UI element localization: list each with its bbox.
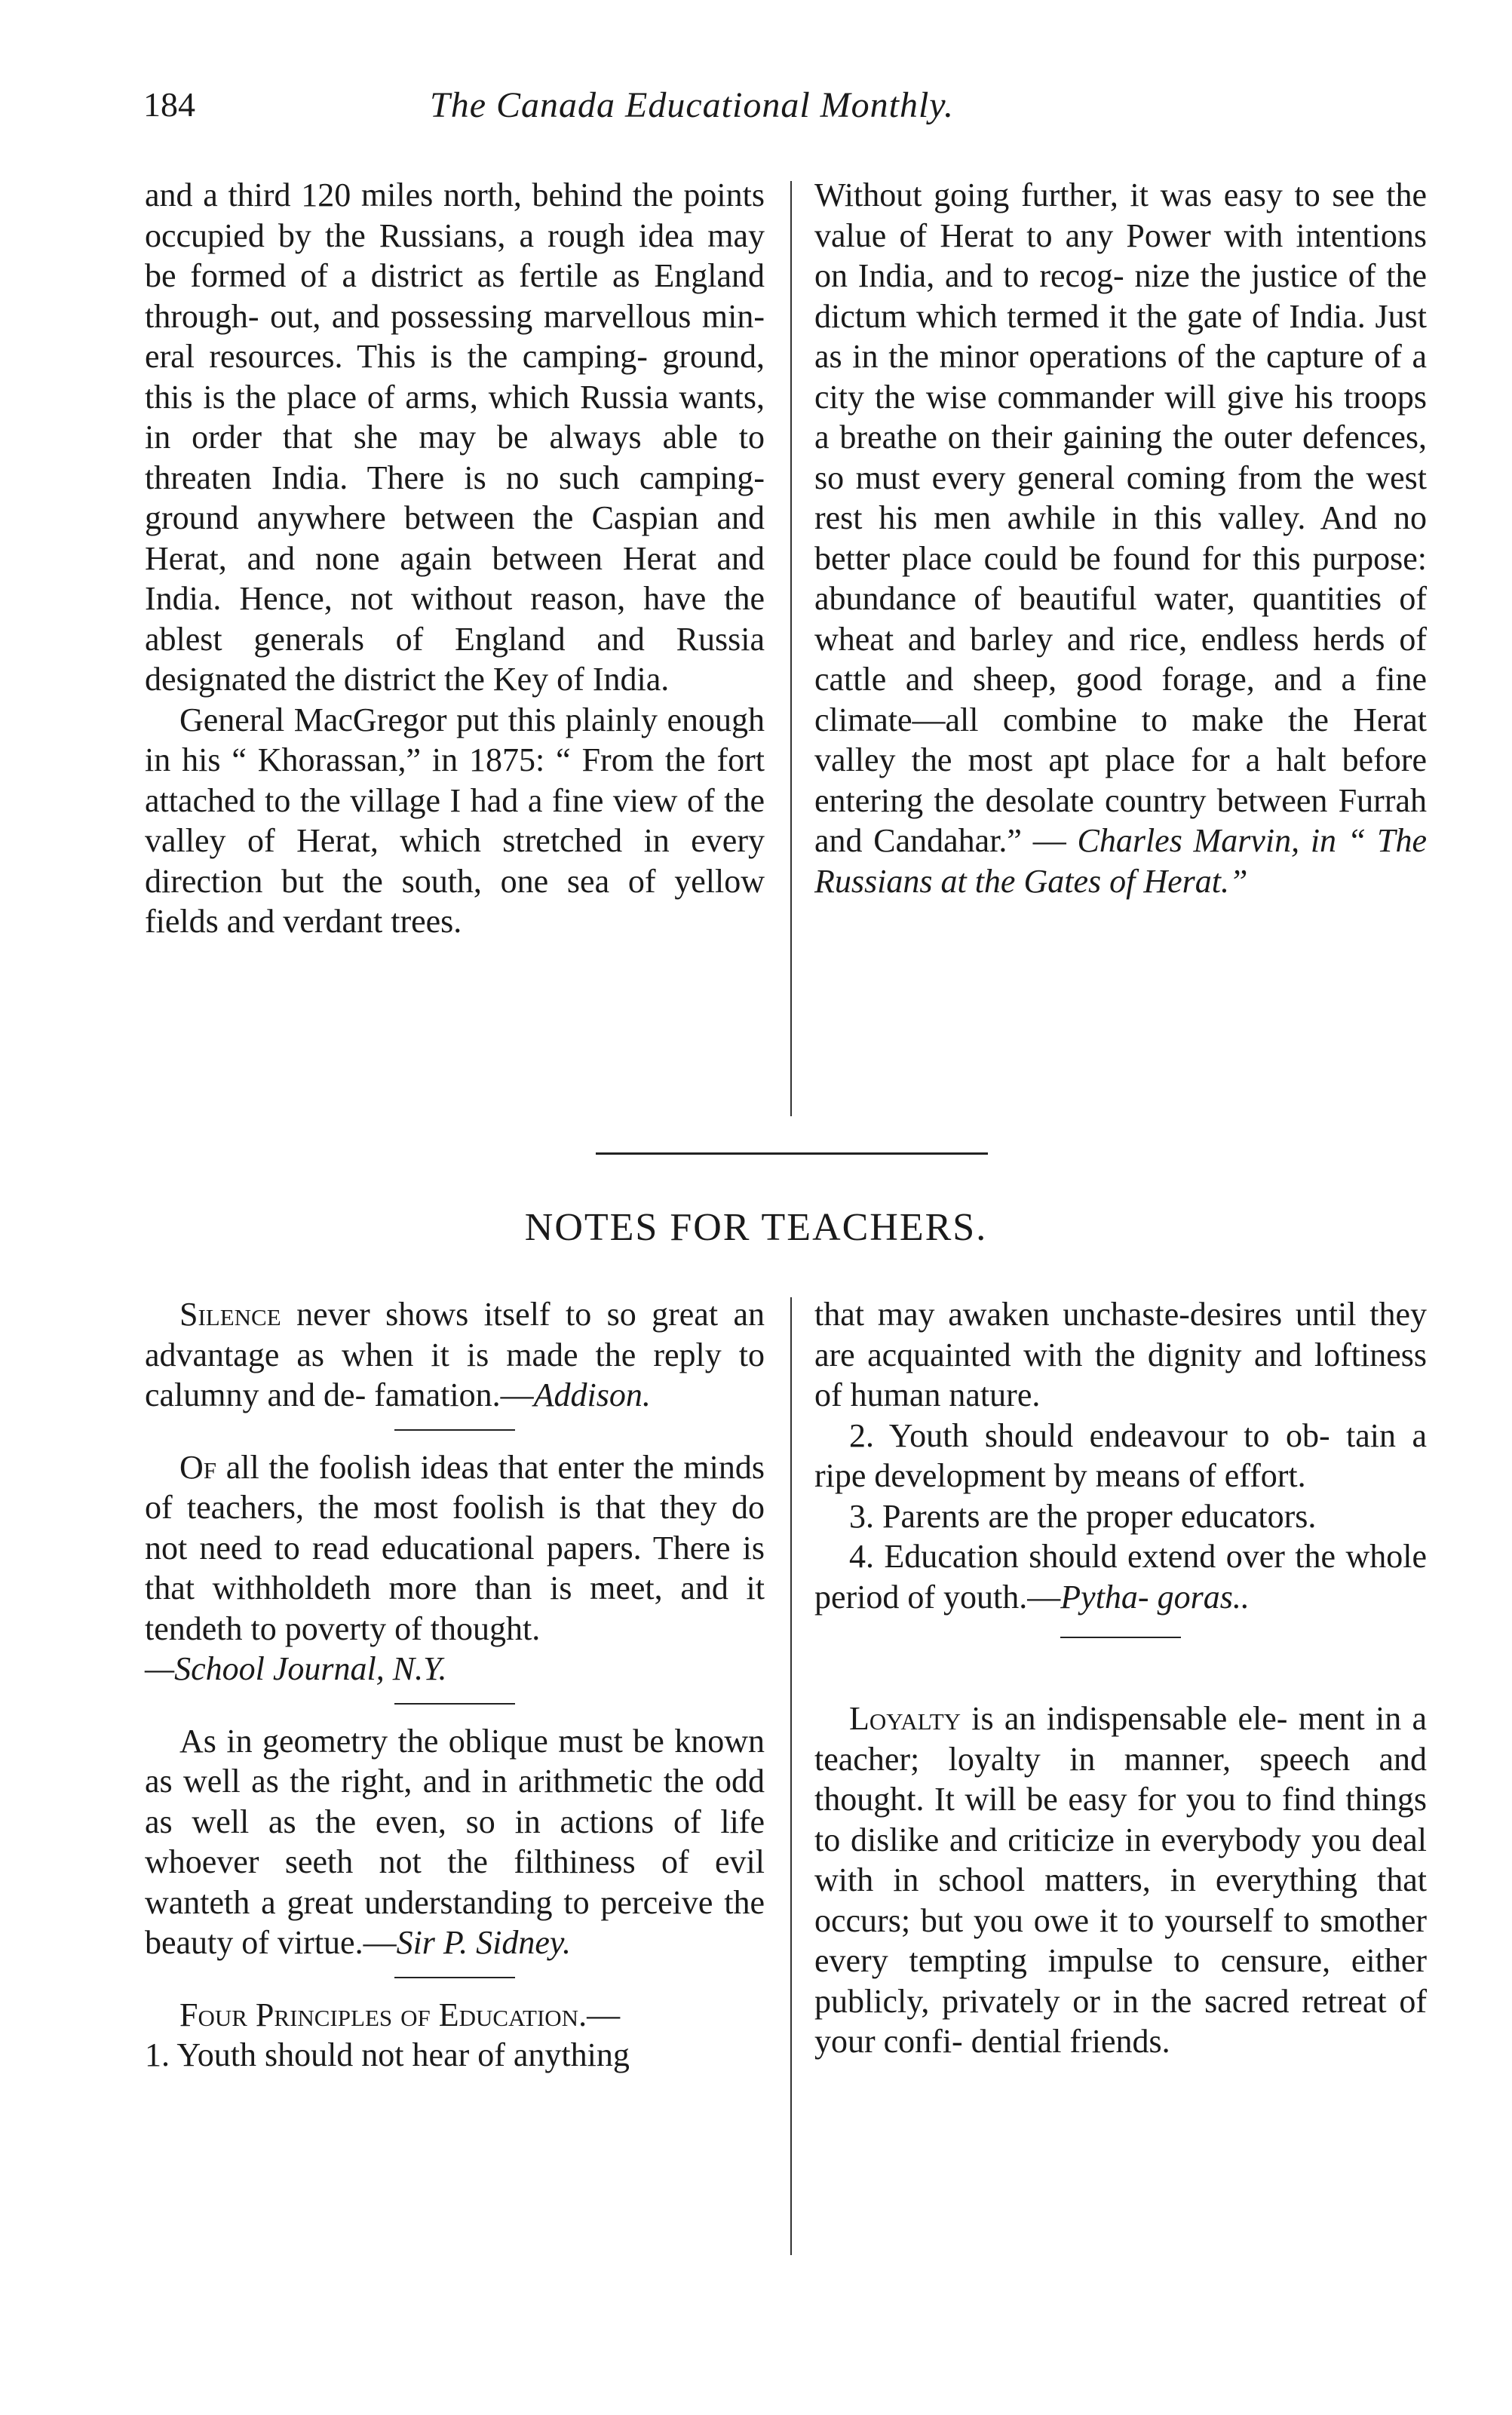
article-left-column (145, 175, 765, 942)
article-right-column (814, 175, 1427, 901)
article-text: Without going further, it was easy to see the value of Herat to any Power with intentions on India, and to recog- nize the justice of the dictum which termed it the gate of India. Just as in the minor operations of the capture of a city the wise commander will give his troops a breathe on their gaining the outer defences, so must every general coming from the west rest his men awhile in this valley. And no better place could be found for this purpose: abundance of beautiful water, quantities of wheat and barley and rice, endless herds of cattle and sheep, good forage, and a fine climate—all combine to make the Herat valley the most apt place for a halt before entering the desolate country between Furrah and Candahar.” — (814, 176, 1427, 859)
column-divider (790, 1297, 792, 2255)
note-geometry (145, 1721, 765, 1963)
note-divider (394, 1703, 515, 1705)
note-text: 4. Education should extend over the whole period of youth.— (814, 1538, 1427, 1616)
note-source: —School Journal, N.Y. (145, 1650, 447, 1687)
note-text: never shows itself to so great an advantage as when it is made the reply to calumny and de- famation.— (145, 1296, 765, 1413)
note-principles-heading (145, 1995, 765, 2036)
running-head (143, 84, 1425, 137)
principle-2: 2. Youth should endeavour to ob- tain a ripe development by means of effort. (814, 1416, 1427, 1494)
note-divider (394, 1977, 515, 1978)
article-paragraph: and a third 120 miles north, behind the points occupied by the Russians, a rough idea may be formed of a district as fertile as England through- out, and possessing marvellous min- eral resources. This is the camping- ground, this is the place of arms, which Russia wants, in order that she may be always able to threaten India. There is no such camping-ground anywhere between the Caspian and Herat, and none again between Herat and India. Hence, not without reason, have the ablest generals of England and Russia designated the district the Key of India. (145, 176, 765, 698)
note-author: Addison. (533, 1376, 651, 1413)
principle-4 (814, 1536, 1427, 1617)
article-paragraph (814, 175, 1427, 901)
note-lead: Loyalty (849, 1700, 961, 1737)
note-text: is an indispensable ele- ment in a teacher; loyalty in manner, speech and thought. It will be easy for you to find things to dislike and criticize in everybody you deal with in school matters, in everything that occurs; but you owe it to yourself to smother every tempting impulse to censure, either publicly, privately or in the sacred retreat of your confi- dential friends. (814, 1700, 1427, 2060)
principle-3: 3. Parents are the proper educators. (849, 1497, 1317, 1535)
journal-title: The Canada Educational Monthly. (430, 85, 954, 125)
principle-1-continued: that may awaken unchaste-desires until they are acquainted with the dignity and loftiness of human nature. (814, 1296, 1427, 1413)
article-paragraph: General MacGregor put this plainly enough in his “ Khorassan,” in 1875: “ From the fort attached to the village I had a fine view of the valley of Herat, which stretched in every direction but the south, one sea of yellow fields and verdant trees. (145, 701, 765, 940)
note-silence (145, 1294, 765, 1416)
column-divider (790, 181, 792, 1116)
notes-left-column (145, 1294, 765, 2076)
section-divider (596, 1152, 988, 1155)
principle-1-start: 1. Youth should not hear of anything (145, 2036, 630, 2073)
note-lead: Four Principles of Education.— (179, 1996, 621, 2033)
note-text: As in geometry the oblique must be known as well as the right, and in arithmetic the odd as well as the even, so in actions of life whoever seeth not the filthiness of evil wanteth a great understanding to perceive the beauty of virtue.— (145, 1722, 765, 1961)
article-citation: Charles Marvin, in “ The Russians at the Gates of Herat.” (814, 822, 1428, 900)
note-divider (1060, 1637, 1181, 1638)
notes-right-column (814, 1294, 1427, 2062)
note-foolish (145, 1447, 765, 1649)
spacer (814, 1668, 1427, 1698)
note-author: Sir P. Sidney. (396, 1924, 571, 1961)
page-number: 184 (143, 85, 195, 124)
note-lead: Of (179, 1448, 217, 1486)
note-author: Pytha- goras.. (1060, 1578, 1250, 1616)
note-loyalty (814, 1698, 1427, 2062)
note-divider (394, 1429, 515, 1431)
note-text: all the foolish ideas that enter the minds of teachers, the most foolish is that they do not need to read educational papers. There is that withholdeth more than is meet, and it tendeth to poverty of thought. (145, 1448, 765, 1647)
note-lead: Silence (179, 1296, 281, 1333)
section-title: NOTES FOR TEACHERS. (524, 1206, 988, 1249)
